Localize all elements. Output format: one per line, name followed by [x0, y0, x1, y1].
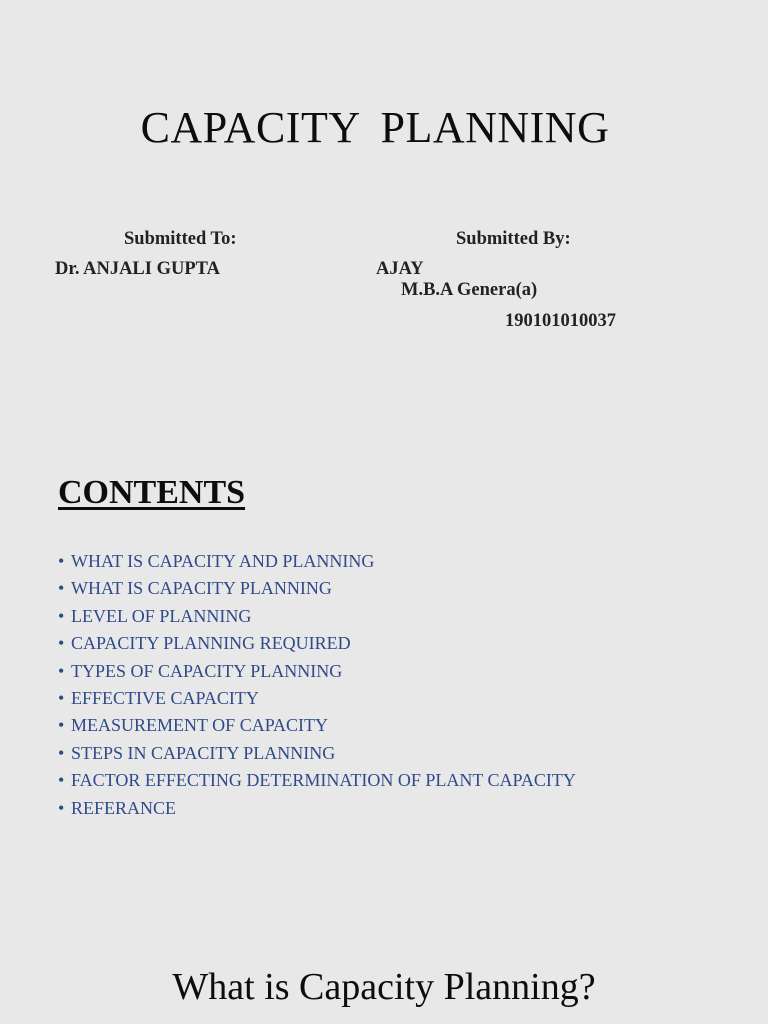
- list-item-label: TYPES OF CAPACITY PLANNING: [71, 660, 343, 681]
- bullet-icon: •: [58, 605, 65, 626]
- bullet-icon: •: [58, 578, 65, 599]
- list-item: [58, 630, 576, 657]
- list-item: [58, 603, 576, 630]
- list-item: [58, 658, 576, 685]
- bullet-icon: •: [58, 660, 65, 681]
- list-item-label: WHAT IS CAPACITY PLANNING: [71, 578, 332, 599]
- submitted-to-label: Submitted To:: [124, 229, 237, 249]
- next-slide: [0, 920, 768, 1024]
- submitted-by-label: Submitted By:: [456, 229, 571, 249]
- list-item: [58, 685, 576, 712]
- bullet-icon: •: [58, 633, 65, 654]
- list-item: [58, 767, 576, 794]
- contents-slide: [0, 420, 768, 920]
- submitted-by-roll-number: 190101010037: [505, 311, 616, 331]
- list-item-label: REFERANCE: [71, 797, 177, 818]
- submitted-to-name: Dr. ANJALI GUPTA: [55, 259, 220, 279]
- submitted-by-name: AJAY: [376, 259, 424, 279]
- list-item: [58, 740, 576, 767]
- submitted-by-course: M.B.A Genera(a): [401, 280, 538, 300]
- title-slide: [0, 0, 768, 420]
- list-item: [58, 575, 576, 602]
- list-item-label: MEASUREMENT OF CAPACITY: [71, 715, 329, 736]
- list-item-label: WHAT IS CAPACITY AND PLANNING: [71, 551, 375, 571]
- list-item-label: LEVEL OF PLANNING: [71, 605, 252, 626]
- list-item: [58, 548, 576, 575]
- bullet-icon: •: [58, 551, 65, 571]
- contents-heading: CONTENTS: [58, 474, 246, 511]
- contents-list: [58, 548, 576, 822]
- list-item: [58, 712, 576, 739]
- list-item-label: EFFECTIVE CAPACITY: [71, 688, 259, 709]
- bullet-icon: •: [58, 688, 65, 709]
- bullet-icon: •: [58, 742, 65, 763]
- bullet-icon: •: [58, 770, 65, 791]
- bullet-icon: •: [58, 797, 65, 818]
- bullet-icon: •: [58, 715, 65, 736]
- list-item-label: CAPACITY PLANNING REQUIRED: [71, 633, 351, 654]
- list-item: [58, 795, 576, 822]
- list-item-label: STEPS IN CAPACITY PLANNING: [71, 742, 336, 763]
- list-item-label: FACTOR EFFECTING DETERMINATION OF PLANT CAPACITY: [71, 770, 576, 791]
- page-title: CAPACITY PLANNING: [140, 103, 610, 152]
- slide-heading: What is Capacity Planning?: [172, 966, 596, 1008]
